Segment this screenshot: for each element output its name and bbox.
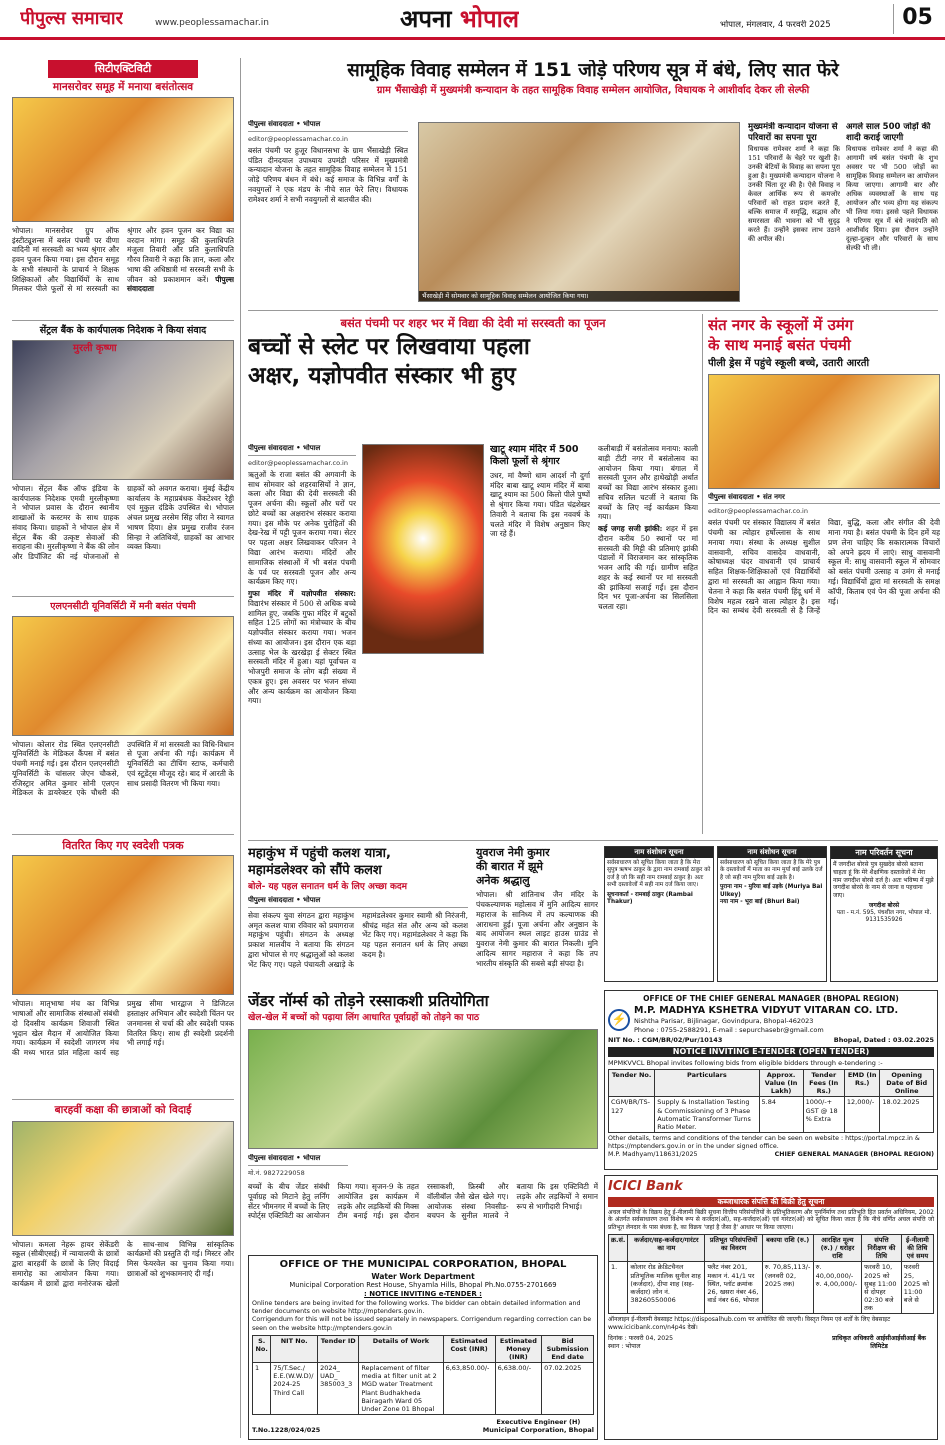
table-cell: रु. 70,85,113/- (जनवरी 02, 2025 तक): [762, 1262, 813, 1314]
table-header: EMD (In Rs.): [844, 1070, 880, 1097]
icici-place: स्थान : भोपाल: [608, 1342, 641, 1350]
icici-title: कब्जाधारक संपत्ति की बिक्री हेतु सूचना: [608, 1197, 934, 1206]
divider: [12, 596, 234, 597]
lead-headline: सामूहिक विवाह सम्मेलन में 151 जोड़े परिणय सूत्र में बंधे, लिए सात फेरे: [347, 60, 839, 81]
divider: [12, 1099, 234, 1100]
mpmkvvcl-nit: NIT No. : CGM/BR/02/Pur/10143: [608, 1036, 723, 1045]
saraswati-kicker: बसंत पंचमी पर शहर भर में विद्या की देवी मां सरस्वती का पूजन: [340, 316, 606, 330]
mpmkvvcl-company: M.P. MADHYA KSHETRA VIDYUT VITARAN CO. LTD.: [634, 1005, 899, 1017]
story4-photo: [12, 855, 234, 995]
name-notices: [604, 846, 938, 984]
story2-photo: [12, 340, 234, 480]
city-activity-tag: सिटीएक्टिविटी: [48, 60, 198, 78]
name-notice-1-text: सर्वसाधारण को सूचित किया जाता है कि मेरा सुपुत्र ऋषभ ठाकुर के द्वारा नाम रामबाई ठाकुर को दर्ज है जो कि सही नाम रामबाई ठाकुर है। अतः सभी दस्तावेजों में सही नाम दर्ज किया जाए।: [607, 859, 711, 889]
table-header: Particulars: [655, 1070, 759, 1097]
gender-mobile: मो.नं. 9827229058: [248, 1168, 305, 1177]
saraswati-body-1: ऋतुओं के राजा बसंत की अगवानी के साथ सोमवार को शहरवासियों ने ज्ञान, कला और विद्या की देवी सरस्वती की पूजन अर्चना की। स्कूलों और घरों पर छोटे बच्चों का अक्षरारंभ संस्कार कराया गया। इस मौके पर अनेक पुरोहितों की देख-रेख में पट्टी पूजन कराया गया। सेटर पर पहला अक्षर लिखवाकर परिजन ने विद्या आरंभ कराया। मंदिरों और सामाजिक संस्थाओं में भी बसंत पंचमी के पर्व पर सरस्वती पूजन और अन्य कार्यक्रम किए गए।: [248, 469, 356, 587]
story5-text: [12, 1240, 234, 1320]
table-cell: 6,638.00/-: [495, 1363, 542, 1415]
municipal-sign: Executive Engineer (H): [496, 1417, 581, 1426]
saraswati-body-4-wrap: [598, 524, 698, 612]
table-cell: 1000/-+ GST @ 18 % Extra: [803, 1097, 844, 1133]
municipal-intro: Online tenders are being invited for the following works. The bidder can obtain detailed information and tender documents on website http://mptenders.gov.in.: [252, 1300, 581, 1316]
saraswati-body-2-wrap: [248, 589, 356, 706]
saraswati-body-3: कलीबाड़ी में बसंतोत्सव मनाया: काली बाड़ी टीटी नगर में बसंतोत्सव का आयोजन किया गया। बंगाल में सरस्वती पूजन और हाथेखोड़ी अर्थात बच्चों का विद्या आरंभ संस्कार हुआ। सचिव सलिल चटर्जी ने बताया कि बच्चों के लिए नई कार्यक्रम किया गया।: [598, 444, 698, 522]
lead-photo: [418, 122, 740, 302]
yuvraj-story: [476, 846, 598, 986]
table-header: संपत्ति निरीक्षण की तिथि: [862, 1235, 902, 1262]
page-header: [0, 0, 945, 40]
mahakumbh-body: सेवा संकल्प युवा संगठन द्वारा महाकुंभ अमृत कलश यात्रा रविवार को प्रयागराज महाकुंभ पहुंची। संगठन के अध्यक्ष प्रकाश मालवीय ने बताया कि संगठन द्वारा भोपाल से गए श्रद्धालुओं को कलश भेंट किए गए। पहले पंचायती अखाड़े के महामंडलेश्वर कुमार स्वामी श्री निरंजनी, श्रीचंद्र महंत संत और अन्य को कलश भेंट किए गए। महामंडलेश्वर ने कहा कि यह पहल सनातन धर्म के लिए अच्छा कदम है।: [248, 910, 468, 969]
table-cell: 12,000/-: [844, 1097, 880, 1133]
yuvraj-headline-2: की बारात में झूमे: [476, 859, 544, 873]
saraswati-subhead: गुफा मंदिर में यज्ञोपवीत संस्कार:: [248, 589, 356, 599]
mpmkvvcl-ref: M.P. Madhyam/118631/2025: [608, 1151, 698, 1159]
saraswati-col1: [248, 444, 356, 834]
mpmkvvcl-office: OFFICE OF THE CHIEF GENERAL MANAGER (BHOPAL REGION): [643, 994, 899, 1003]
name-notice-2-text: सर्वसाधारण को सूचित किया जाता है कि मेरे पुत्र के दस्तावेजों में माता का नाम मुर्या बाई उलके दर्ज है जो सही नाम मुरिया बाई उइके है।: [720, 859, 823, 881]
table-header: NIT No.: [271, 1335, 318, 1362]
table-header-row: [253, 1335, 594, 1362]
section-title-b: भोपाल: [459, 5, 520, 33]
story2-body: भोपाल। सेंट्रल बैंक ऑफ इंडिया के कार्यपालक निदेशक एमवी मुरलीकृष्णा ने भोपाल प्रवास के दौरान स्थानीय शाखाओं के कस्टमर के साथ ग्राहक संवाद किया। ग्राहकों ने भोपाल क्षेत्र में सेंट्रल बैंक की उत्कृष्ट सेवाओं की सराहना की। मुरलीकृष्णा ने बैंक की लोन और डिपॉजिट की नई योजनाओं से ग्राहकों को अवगत कराया। मुंबई केंद्रीय कार्यालय के महाप्रबंधक वेंकटेश्वर रेड्डी एवं मुकुल दंडिके उपस्थित थे। भोपाल अंचल प्रमुख तरसेम सिंह जीरा ने स्वागत भाषण दिया। क्षेत्र प्रमुख राजीव रंजन सिन्हा ने अतिथियों, ग्राहकों का आभार व्यक्त किया।: [12, 483, 234, 562]
saraswati-col4: [598, 444, 698, 834]
municipal-table: [252, 1335, 594, 1415]
dateline: भोपाल, मंगलवार, 4 फरवरी 2025: [720, 20, 831, 30]
side1-body: विधायक रामेश्वर शर्मा ने कहा कि 151 परिवारों के चेहरे पर खुशी है। उनकी बेटियों के विवाह का सपना पूरा हुआ है। मुख्यमंत्री कन्यादान योजना ने उनकी चिंता दूर की है। ऐसे विवाह न केवल आर्थिक रूप से कमजोर परिवारों को राहत प्रदान करते हैं, बल्कि समाज में समृद्धि, सद्भाव और समरसता की भावना को भी सुदृढ़ करते हैं। उन्होंने इसका लाभ उठाने की अपील की।: [748, 145, 840, 243]
mahakumbh-byline: पीपुल्स संवाददाता • भोपाल: [248, 896, 468, 908]
mpmkvvcl-tender: [604, 990, 938, 1170]
table-header: बकाया राशि (रु.): [762, 1235, 813, 1262]
mpmkvvcl-nit-row: [608, 1036, 934, 1044]
table-row: [609, 1262, 934, 1314]
table-cell: 75/T.Sec./ E.E.(W.W.D)/ 2024-25 Third Call: [271, 1363, 318, 1415]
icici-brand-row: [608, 1179, 934, 1195]
table-header: Estimated Cost (INR): [443, 1335, 495, 1362]
lead-body: बसंत पंचमी पर हुजूर विधानसभा के ग्राम भैंसाखेड़ी स्थित पंडित दीनदयाल उपाध्याय उपमंडी परिसर में मुख्यमंत्री कन्यादान योजना के तहत सामूहिक विवाह सम्मेलन में 151 जोड़े परिणय बंधन में बंधे। कई समाज के विभिन्न वर्गों के नवयुगलों ने एक मंडप के नीचे सात फेरे लिए। विधायक रामेश्वर शर्मा ने सभी नवयुगलों से बातचीत की।: [248, 145, 408, 204]
mpmkvvcl-name-block: [634, 1005, 934, 1034]
story2-text: [12, 484, 234, 592]
name-notice-1-sig: सूचनाकर्ता - रामबाई ठाकुर (Rambai Thakur): [607, 891, 693, 906]
table-row: [253, 1363, 594, 1415]
story5-body: भोपाल। कमला नेहरू हायर सेकेंडरी स्कूल (सीबीएसई) में न्यायालयी के छात्रों द्वारा बारहवीं के छात्रों के लिए विदाई समारोह का आयोजन किया गया। कार्यक्रम में छात्रों द्वारा मनोरंजक खेलों के साथ-साथ विभिन्न सांस्कृतिक कार्यक्रमों की प्रस्तुति दी गई। मिस्टर और मिस फेयरवेल का चुनाव किया गया। छात्राओं को शुभकामनाएं दी गईं।: [12, 1239, 234, 1288]
mahakumbh-subhead: बोले- यह पहल सनातन धर्म के लिए अच्छा कदम: [248, 881, 408, 892]
name-notice-1: [604, 846, 714, 982]
table-cell: CGM/BR/TS-127: [609, 1097, 655, 1133]
table-cell: 07.02.2025: [542, 1363, 594, 1415]
lead-email[interactable]: editor@peoplessamachar.co.in: [248, 134, 348, 143]
santnagar-photo: [708, 374, 940, 489]
saraswati-byline: पीपुल्स संवाददाता • भोपाल: [248, 444, 356, 456]
name-notice-3-addr: पता - म.नं. 595, पंचशील नगर, भोपाल मो. 9131535926: [836, 909, 932, 924]
mahakumbh-headline-2: महामंडलेश्वर को सौंपे कलश: [248, 862, 382, 878]
lead-photo-caption: भैंसाखेड़ी में सोमवार को सामूहिक विवाह सम्मेलन आयोजित किया गया।: [419, 291, 739, 301]
municipal-title: OFFICE OF THE MUNICIPAL CORPORATION, BHOPAL: [279, 1259, 567, 1270]
icici-sign: प्राधिकृत अधिकारी आईसीआईसीआई बैंक लिमिटेड: [832, 1334, 926, 1350]
table-header: कर्जदार/सह-कर्जदार/गारंटर का नाम: [628, 1235, 705, 1262]
icici-date: दिनांक : फरवरी 04, 2025: [608, 1334, 674, 1342]
santnagar-email[interactable]: editor@peoplessamachar.co.in: [708, 507, 808, 516]
website-link[interactable]: www.peoplessamachar.in: [155, 18, 269, 28]
mpmkvvcl-dated: Bhopal, Dated : 03.02.2025: [833, 1036, 934, 1045]
story3-photo: [12, 616, 234, 736]
story4-body: भोपाल। मातृभाषा मंच का विभिन्न भाषाओं और सामाजिक संस्थाओं संबंधी दो दिवसीय कार्यक्रम शिवाजी स्थित भूदान खेल मैदान में आयोजित किया गया। कार्यक्रम में स्वदेशी जागरण मंच की मध्य भारत प्रांत महिला कार्य सह प्रमुख सीमा भारद्वाज ने डिजिटल हस्ताक्षर अभियान और स्वदेशी चिंतन पर जनमानस से चर्चा की और स्वदेशी पत्रक वितरित किए। साथ ही स्वदेशी प्रदर्शनी भी लगाई गई।: [12, 999, 234, 1058]
side1-headline: मुख्यमंत्री कन्यादान योजना से परिवारों का सपना पूरा: [748, 122, 838, 143]
table-header-row: [609, 1235, 934, 1262]
table-cell: 18.02.2025: [880, 1097, 934, 1133]
name-notice-2-old: पुराना नाम - मुरिया बाई उइके (Muriya Bai Ulkey): [720, 884, 823, 898]
story1-photo: [12, 97, 234, 222]
saraswati-headline-1: बच्चों से स्लेट पर लिखवाया पहला: [248, 334, 530, 361]
table-cell: 2024_ UAD_ 385003_3: [318, 1363, 359, 1415]
table-cell: 6,63,850.00/-: [443, 1363, 495, 1415]
story1-signoff: पीपुल्स संवाददाता: [127, 274, 234, 294]
mpmkvvcl-sign: CHIEF GENERAL MANAGER (BHOPAL REGION): [774, 1151, 934, 1159]
table-cell: फ्लैट नंबर 201, मकान नं. 41/1 पर स्थित, प्लॉट क्रमांक 26, खसरा नंबर 46, वार्ड नंबर 66, भोपाल: [705, 1262, 762, 1314]
gender-story: [248, 992, 598, 1250]
table-header: ई-नीलामी की तिथि एवं समय: [901, 1235, 933, 1262]
table-cell: फरवरी 10, 2025 को सुबह 11:00 से दोपहर 02:30 बजे तक: [862, 1262, 902, 1314]
table-row: [609, 1097, 934, 1133]
saraswati-body-2: विद्यारंभ संस्कार में 500 से अधिक बच्चे शामिल हुए, जबकि गुफा मंदिर में बटुकों सहित 125 लोगों का मंत्रोच्चार के बीच यज्ञोपवीत संस्कार कराया गया। भजन संध्या का आयोजन। इस दौरान एक बड़ा उत्साह भेल के खरखेड़ा ई सेक्टर स्थित सरस्वती मंदिर में हुआ। यहां पूर्वाचल व भोजपुरी समाज के लोग बड़ी संख्या में एकत्र हुए। इस अवसर पर भजन संध्या और अन्य कार्यक्रम का आयोजन किया गया।: [248, 598, 356, 706]
icici-table: [608, 1234, 934, 1314]
mahakumbh-story: [248, 846, 468, 986]
name-notice-3-sig: जगदीश बोरसे: [868, 901, 900, 909]
gender-photo: [248, 1029, 598, 1149]
table-header: आरक्षित मूल्य (रु.) / धरोहर राशि: [813, 1235, 862, 1262]
gender-body: बच्चों के बीच जेंडर संबंधी पूर्वाग्रह को मिटाने हेतु लर्निंग सेंटर भीमनगर में बच्चों के लिए स्पोर्ट्स एक्टिविटी का आयोजन किया गया। सृजन-9 के तहत आयोजित इस कार्यक्रम में लड़के और लड़कियों की मिक्स टीम बनाई गई। इस दौरान रस्साकशी, फ्रिस्बी और वॉलीबॉल जैसे खेल खेले गए। आयोजक संस्था निवसीड-बचपन के सुनील मालवे ने बताया कि इस एक्टिविटी में लड़के और लड़कियों ने समान रूप से भागीदारी निभाई।: [248, 1182, 598, 1221]
table-cell: रु. 40,00,000/- रु. 4,00,000/-: [813, 1262, 862, 1314]
story1-text: [12, 226, 234, 316]
mpmkvvcl-footer: Other details, terms and conditions of the tender can be seen on website : https://portal.mpcz.in & https://mptenders.gov.in or in the under signed office.: [608, 1134, 920, 1151]
sant-nagar-story: [708, 316, 940, 836]
icici-logo: ICICI Bank: [608, 1179, 683, 1194]
santnagar-headline-1: संत नगर के स्कूलों में उमंग: [708, 316, 854, 334]
side2-headline: अगले साल 500 जोड़ों की शादी कराई जाएगी: [846, 122, 931, 143]
left-column: [12, 60, 234, 1440]
santnagar-body: बसंत पंचमी पर संस्कार विद्यालय में बसंत पंचमी का त्योहार हर्षोल्लास के साथ मनाया गया। संस्था के अध्यक्ष सुशील वासवानी, सचिव वासदेव वाधवानी, कोषाध्यक्ष चंदर वाधवानी एवं प्राचार्य सहित शिक्षक-शिक्षिकाओं एवं विद्यार्थियों द्वारा मां सरस्वती का आह्वान किया गया। चेतना ने कहा कि बसंत पंचमी हिंदू धर्म में विशेष महत्व रखने वाला त्योहार है। इस दिन का सम्बंध देवी सरस्वती से है जिन्हें विद्या, बुद्धि, कला और संगीत की देवी माना गया है। बसंत पंचमी के दिन हमें यह प्रण लेना चाहिए कि सकारात्मक विचारों को अपने ह्रदय में लाएं। साधु वासवानी स्कूल में: साधु वासवानी स्कूल में सोमवार को बसंत पंचमी उत्साह व उमंग से मनाई गई। विद्यार्थियों द्वारा मां सरस्वती के समक्ष कॉपी, किताब एवं पेन की पूजा अर्चना की गई।: [708, 518, 940, 616]
saraswati-body-4: शहर में इस दौरान करीब 50 स्थानों पर मां सरस्वती की मिट्टी की प्रतिमाएं झांकी पंडालों में विराजमान कर सांस्कृतिक भजन आदि की गई। ग्रामीण सहित शहर के कई स्थानों पर मां सरस्वती की झांकियां सजाई गईं। इस दौरान दिन भर पूजा-अर्चना का सिलसिला चलता रहा।: [598, 524, 698, 612]
saraswati-subhead-2: कई जगह सजी झांकी:: [598, 524, 663, 534]
saraswati-email[interactable]: editor@peoplessamachar.co.in: [248, 458, 348, 467]
divider: [248, 310, 938, 311]
divider: [248, 840, 938, 841]
table-cell: 1.: [609, 1262, 628, 1314]
name-notice-2-new: नया नाम - भूरा बाई (Bhuri Bai): [720, 899, 800, 906]
municipal-ref: T.No.1228/024/025: [252, 1426, 321, 1435]
mpmkvvcl-intro: MPMKVVCL Bhopal invites following bids from eligible bidders through e-tendering :-: [608, 1058, 883, 1067]
lead-byline: पीपुल्स संवाददाता • भोपाल: [248, 120, 408, 132]
yuvraj-body: भोपाल। श्री शांतिनाथ जैन मंदिर के पंचकल्याणक महोत्सव में मुनि आदित्य सागर महाराज के सानिध्य में तप कल्याणक की आराधना हुई। पूजा अर्चना और अनुष्ठान के बाद आयोजन स्थल लाइट हाउस ग्राउंड से युवराज नेमी कुमार की बारात निकली। मुनि आदित्य सागर महाराज ने कहा कि तप भारतीय संस्कृति की सबसे बड़ी संपदा है।: [476, 890, 598, 968]
story3-body: भोपाल। कोलार रोड स्थित एलएनसीटी यूनिवर्सिटी के मेडिकल कैंपस में बसंत पंचमी मनाई गई। इस दौरान एलएनसीटी यूनिवर्सिटी के चांसलर जेएन चौकसे, रजिस्ट्रार अमित कुमार सोनी एलएन मेडिकल के डायरेक्टर एके चौधरी की उपस्थिति में मां सरस्वती का विधि-विधान से पूजा अर्चना की गई। कार्यक्रम में यूनिवर्सिटी का टीचिंग स्टाफ, कर्मचारी एवं स्टूडेंट्स मौजूद रहे। बाद में आरती के साथ प्रसादी वितरण भी किया गया।: [12, 739, 234, 798]
table-cell: 5.84: [759, 1097, 803, 1133]
municipal-address: Municipal Corporation Rest House, Shyamla Hills, Bhopal Ph.No.0755-2701669: [289, 1280, 557, 1289]
story3-text: [12, 740, 234, 830]
table-cell: Replacement of filter media at filter unit at 2 MGD water Treatment Plant Budhakheda Bairagarh Ward 05 Under Zone 01 Bhopal: [359, 1363, 443, 1415]
santnagar-headline-2: के साथ मनाई बसंत पंचमी: [708, 335, 851, 354]
side2-body: विधायक रामेश्वर शर्मा ने कहा की आगामी वर्ष बसंत पंचमी के शुभ अवसर पर भी 500 जोड़ों का सामूहिक विवाह सम्मेलन का आयोजन किया जाएगा। आगामी बार और अधिक व्यवस्थाओं के साथ यह आयोजन और भव्य होगा यह संकल्प भी लिया गया। इससे पहले विधायक ने परिणय सूत्र में बंधे नवदंपति को आशीर्वाद दिया। इस दौरान उन्होंने दूल्हा-दुल्हन और परिवारों के साथ सेल्फी भी ली।: [846, 145, 938, 252]
story5-headline: बारहवीं कक्षा की छात्राओं को विदाई: [54, 1104, 192, 1117]
table-cell: कोलार रोड क्रेडिटचैनल प्रतिभूतिक मालिक सुनील शाह (कर्जदार), दीपा शाह (सह-कर्जदार) लोन नं. 38260550006: [628, 1262, 705, 1314]
municipal-dept: Water Work Department: [371, 1271, 475, 1281]
name-notice-3-title: नाम परिवर्तन सूचना: [831, 847, 937, 859]
mpmkvvcl-table: [608, 1069, 934, 1133]
column-rule: [240, 58, 241, 1438]
khatu-headline: खाटू श्याम मंदिर में 500 किलो फूलों से श्रृंगार: [490, 444, 579, 467]
table-header: प्रतिभूत परिसंपत्तियों का विवरण: [705, 1235, 762, 1262]
municipal-sign-row: [252, 1418, 594, 1435]
icici-sign-row: [608, 1335, 934, 1351]
municipal-sign-block: [483, 1418, 594, 1435]
story1-headline: मानसरोवर समूह में मनाया बसंतोत्सव: [52, 80, 194, 93]
municipal-tender: [248, 1255, 598, 1440]
santnagar-subhead: पीली ड्रेस में पहुंचे स्कूली बच्चे, उतारी आरती: [708, 358, 870, 369]
table-header: Bid Submission End date: [542, 1335, 594, 1362]
khatu-body: उधर, मां वैष्णो धाम आदर्श नौ दुर्गा मंदिर बाबा खाटू श्याम मंदिर में बाबा खाटू श्याम का 500 किलो पीले पुष्पों से श्रृंगार किया गया। पंडित चंद्रशेखर तिवारी ने बताया कि इस नववर्ष के चलते मंदिर में विशेष अनुष्ठान किए जा रहे हैं।: [490, 470, 590, 539]
khatu-shyam-photo: [362, 444, 484, 654]
lightning-icon: ⚡: [608, 1009, 630, 1031]
gender-subhead: खेल-खेल में बच्चों को पढ़ाया लिंग आधारित पूर्वाग्रहों को तोड़ने का पाठ: [248, 1013, 480, 1024]
table-header: क्र.सं.: [609, 1235, 628, 1262]
story5-photo: [12, 1121, 234, 1236]
table-header: Tender No.: [609, 1070, 655, 1097]
story2-headline: सेंट्रल बैंक के कार्यपालक निदेशक ने किया संवाद: [39, 324, 207, 336]
lead-sidebar-1: [748, 122, 840, 305]
name-notice-2-title: नाम संशोधन सूचना: [718, 847, 826, 858]
yuvraj-headline-1: युवराज नेमी कुमार: [476, 846, 550, 859]
divider: [12, 320, 234, 321]
mpmkvvcl-sign-row: [608, 1151, 934, 1159]
mpmkvvcl-contact: Phone : 0755-2588291, E-mail : sepurchasebr@gmail.com: [634, 1025, 824, 1034]
mahakumbh-headline-1: महाकुंभ में पहुंची कलश यात्रा,: [248, 846, 391, 861]
section-title: [400, 4, 519, 34]
icici-text: अचल संपत्तियों के विक्रय हेतु ई-नीलामी बिक्री सूचना वित्तीय परिसंपत्तियों के प्रतिभूतिकरण और पुनर्निर्माण तथा प्रतिभूति हित प्रवर्तन अधिनियम, 2002 के अंतर्गत सर्वसाधारण तथा विशेष रूप से कर्जदार(ओं), सह-कर्जदार(ओं) एवं गारंटर(ओं) को सूचित किया जाता है कि नीचे वर्णित अचल संपत्ति जो प्रतिभूत लेनदार के पास बंधक है, का विक्रय 'जहां है जैसा है' आधार पर किया जाएगा।: [608, 1208, 934, 1232]
table-header: Estimated Money (INR): [495, 1335, 542, 1362]
page-number: 05: [893, 4, 941, 34]
masthead-logo: पीपुल्स समाचार: [20, 8, 123, 29]
icici-notice: [604, 1175, 938, 1440]
story3-headline: एलएनसीटी यूनिवर्सिटी में मनी बसंत पंचमी: [50, 600, 196, 612]
khatu-box: [490, 444, 590, 654]
saraswati-headline-2: अक्षर, यज्ञोपवीत संस्कार भी हुए: [248, 363, 516, 390]
lead-subhead: ग्राम भैंसाखेड़ी में मुख्यमंत्री कन्यादान के तहत सामूहिक विवाह सम्मेलन आयोजित, विधायक ने आशीर्वाद देकर ली सेल्फी: [376, 85, 810, 97]
table-header: Details of Work: [359, 1335, 443, 1362]
divider: [12, 834, 234, 835]
lead-sidebar-2: [846, 122, 938, 305]
mpmkvvcl-notice-title: NOTICE INVITING E-TENDER (OPEN TENDER): [608, 1047, 934, 1057]
saraswati-story: [248, 316, 698, 836]
name-notice-1-title: नाम संशोधन सूचना: [605, 847, 713, 858]
municipal-sign2: Municipal Corporation, Bhopal: [482, 1426, 594, 1435]
lead-text-block: [248, 120, 408, 305]
column-rule: [702, 314, 703, 834]
municipal-notice: : NOTICE INVITING e-TENDER :: [364, 1290, 482, 1299]
story4-text: [12, 999, 234, 1095]
story4-headline: वितरित किए गए स्वदेशी पत्रक: [62, 838, 184, 852]
santnagar-byline: पीपुल्स संवाददाता • संत नगर: [708, 493, 940, 505]
mpmkvvcl-brand-row: [608, 1005, 934, 1034]
story1-body: भोपाल। मानसरोवर ग्रुप ऑफ इंस्टीट्यूशन्स में बसंत पंचमी पर वीणा वादिनी मां सरस्वती का भव्य श्रृंगार और हवन पूजन किया गया। इस दौरान समूह के सभी संस्थानों के प्राचार्य ने शिक्षक शिक्षिकाओं और विद्यार्थियों के साथ मिलकर पीले फूलों से मां सरस्वती का श्रृंगार और हवन पूजन कर विद्या का वरदान मांगा। समूह की कुलाधिपति मंजुला तिवारी और प्रति कुलाधिपति गौरव तिवारी ने कहा कि ज्ञान, कला और भाषा की अधिष्ठात्री मां सरस्वती सभी के जीवन को प्रकाशमान करें।: [12, 225, 234, 294]
lead-story: [248, 60, 938, 305]
mpmkvvcl-address: Nishtha Parisar, Bijlinagar, Govindpura, Bhopal-462023: [634, 1017, 814, 1026]
table-cell: 1: [253, 1363, 271, 1415]
icici-footer: ऑनलाइन ई-नीलामी वेबसाइट https://disposalhub.com पर आयोजित की जाएगी। विस्तृत नियम एवं शर्तों के लिए वेबसाइट www.icicibank.com/n4p4s देखें।: [608, 1316, 891, 1331]
table-cell: फरवरी 25, 2025 को 11:00 बजे से: [901, 1262, 933, 1314]
table-header: Tender ID: [318, 1335, 359, 1362]
banner-text: मुरली कृष्णा: [73, 342, 117, 354]
icici-date-place: [608, 1335, 673, 1351]
name-notice-2: [717, 846, 827, 982]
name-notice-3-text: मैं जगदीश बोरसे पुत्र सुखदेव बोरसे बताना चाहता हूं कि मेरे शैक्षणिक दस्तावेजों में मेरा नाम जगदीश बोरसे दर्ज है। अतः भविष्य में मुझे जगदीश बोरसे के नाम से जाना व पहचाना जाए।: [833, 861, 934, 900]
yuvraj-headline-3: अनेक श्रद्धालु: [476, 873, 530, 887]
table-header: Opening Date of Bid Online: [880, 1070, 934, 1097]
table-header: Tender Fees (In Rs.): [803, 1070, 844, 1097]
name-notice-3: [830, 846, 938, 982]
gender-headline: जेंडर नॉर्म्स को तोड़ने रस्साकशी प्रतियोगिता: [248, 992, 489, 1010]
gender-byline: पीपुल्स संवाददाता • भोपाल: [248, 1154, 348, 1166]
table-header-row: [609, 1070, 934, 1097]
municipal-corr: Corrigendum for this will not be issued separately in newspapers. Corrigendum regarding correction can be seen on the website http://mptenders.gov.in: [252, 1316, 592, 1332]
table-header: S. No.: [253, 1335, 271, 1362]
table-cell: Supply & Installation Testing & Commissioning of 3 Phase Automatic Transformer Turns Ratio Meter.: [655, 1097, 759, 1133]
section-title-a: अपना: [400, 5, 460, 33]
table-header: Approx. Value (In Lakh): [759, 1070, 803, 1097]
